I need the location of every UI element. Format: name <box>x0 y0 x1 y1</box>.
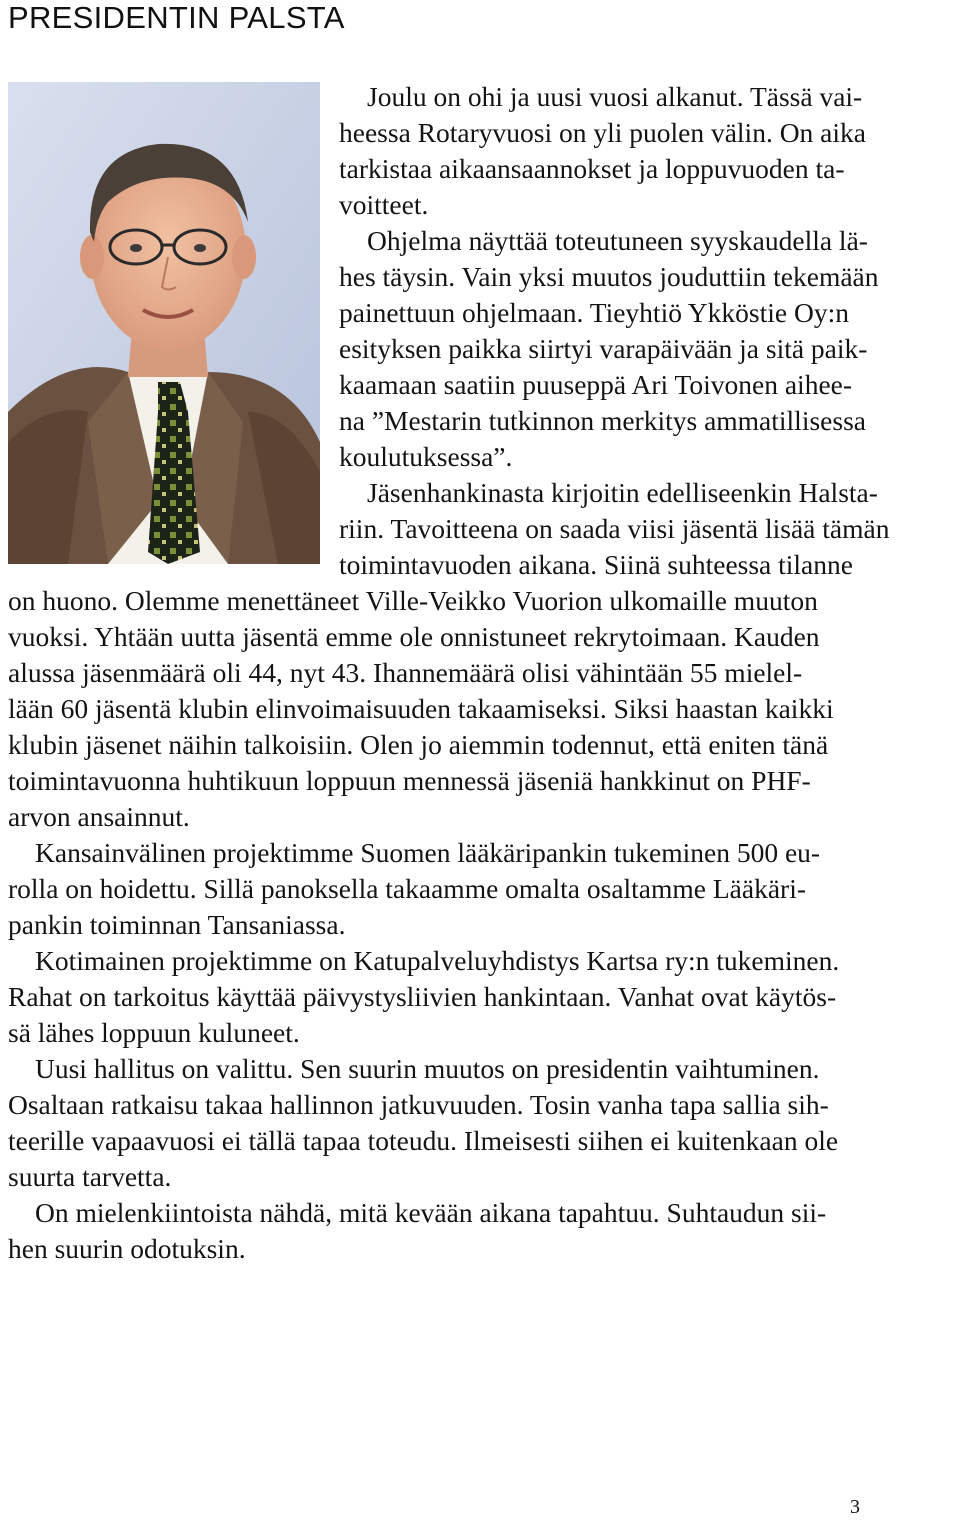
text-line: na ”Mestarin tutkinnon merkitys ammatillisessa <box>339 405 866 436</box>
text-line: pankin toiminnan Tansaniassa. <box>8 909 346 940</box>
text-line: vuoksi. Yhtään uutta jäsentä emme ole onnistuneet rekrytoimaan. Kauden <box>8 621 820 652</box>
text-line: riin. Tavoitteena on saada viisi jäsentä lisää tämän <box>339 513 890 544</box>
portrait-photo <box>8 82 320 564</box>
text-line: hen suurin odotuksin. <box>8 1233 246 1264</box>
text-line: rolla on hoidettu. Sillä panoksella takaamme omalta osaltamme Lääkäri- <box>8 873 806 904</box>
text-line: lään 60 jäsentä klubin elinvoimaisuuden takaamiseksi. Siksi haastan kaikki <box>8 693 834 724</box>
text-line: Osaltaan ratkaisu takaa hallinnon jatkuvuuden. Tosin vanha tapa sallia sih- <box>8 1089 829 1120</box>
text-line: Uusi hallitus on valittu. Sen suurin muutos on presidentin vaihtuminen. <box>35 1053 820 1084</box>
text-line: tarkistaa aikaansaannokset ja loppuvuoden ta- <box>339 153 845 184</box>
text-line: painettuun ohjelmaan. Tieyhtiö Ykköstie Oy:n <box>339 297 849 328</box>
text-line: hes täysin. Vain yksi muutos jouduttiin tekemään <box>339 261 879 292</box>
text-line: teerille vapaavuosi ei tällä tapaa toteudu. Ilmeisesti siihen ei kuitenkaan ole <box>8 1125 839 1156</box>
text-line: toimintavuoden aikana. Siinä suhteessa tilanne <box>339 549 853 580</box>
text-line: Jäsenhankinasta kirjoitin edelliseenkin Halsta- <box>367 477 878 508</box>
text-line: Kotimainen projektimme on Katupalveluyhdistys Kartsa ry:n tukeminen. <box>35 945 840 976</box>
text-line: suurta tarvetta. <box>8 1161 172 1192</box>
text-line: Ohjelma näyttää toteutuneen syyskaudella lä- <box>367 225 868 256</box>
text-line: toimintavuonna huhtikuun loppuun mennessä jäseniä hankkinut on PHF- <box>8 765 811 796</box>
page-heading: PRESIDENTIN PALSTA <box>8 0 345 35</box>
text-line: Rahat on tarkoitus käyttää päivystysliivien hankintaan. Vanhat ovat käytös- <box>8 981 837 1012</box>
text-line: koulutuksessa”. <box>339 441 513 472</box>
text-line: klubin jäsenet näihin talkoisiin. Olen jo aiemmin todennut, että eniten tänä <box>8 729 829 760</box>
text-line: esityksen paikka siirtyi varapäivään ja sitä paik- <box>339 333 868 364</box>
text-line: Joulu on ohi ja uusi vuosi alkanut. Tässä vai- <box>367 81 863 112</box>
text-line: On mielenkiintoista nähdä, mitä kevään aikana tapahtuu. Suhtaudun sii- <box>35 1197 827 1228</box>
text-line: Kansainvälinen projektimme Suomen lääkäripankin tukeminen 500 eu- <box>35 837 821 868</box>
page-number: 3 <box>850 1496 860 1518</box>
text-line: kaamaan saatiin puuseppä Ari Toivonen aihee- <box>339 369 853 400</box>
text-line: heessa Rotaryvuosi on yli puolen välin. On aika <box>339 117 866 148</box>
text-line: on huono. Olemme menettäneet Ville-Veikko Vuorion ulkomaille muuton <box>8 585 818 616</box>
text-line: sä lähes loppuun kuluneet. <box>8 1017 300 1048</box>
text-line: alussa jäsenmäärä oli 44, nyt 43. Ihannemäärä olisi vähintään 55 mielel- <box>8 657 803 688</box>
text-line: arvon ansainnut. <box>8 801 190 832</box>
text-line: voitteet. <box>339 189 429 220</box>
